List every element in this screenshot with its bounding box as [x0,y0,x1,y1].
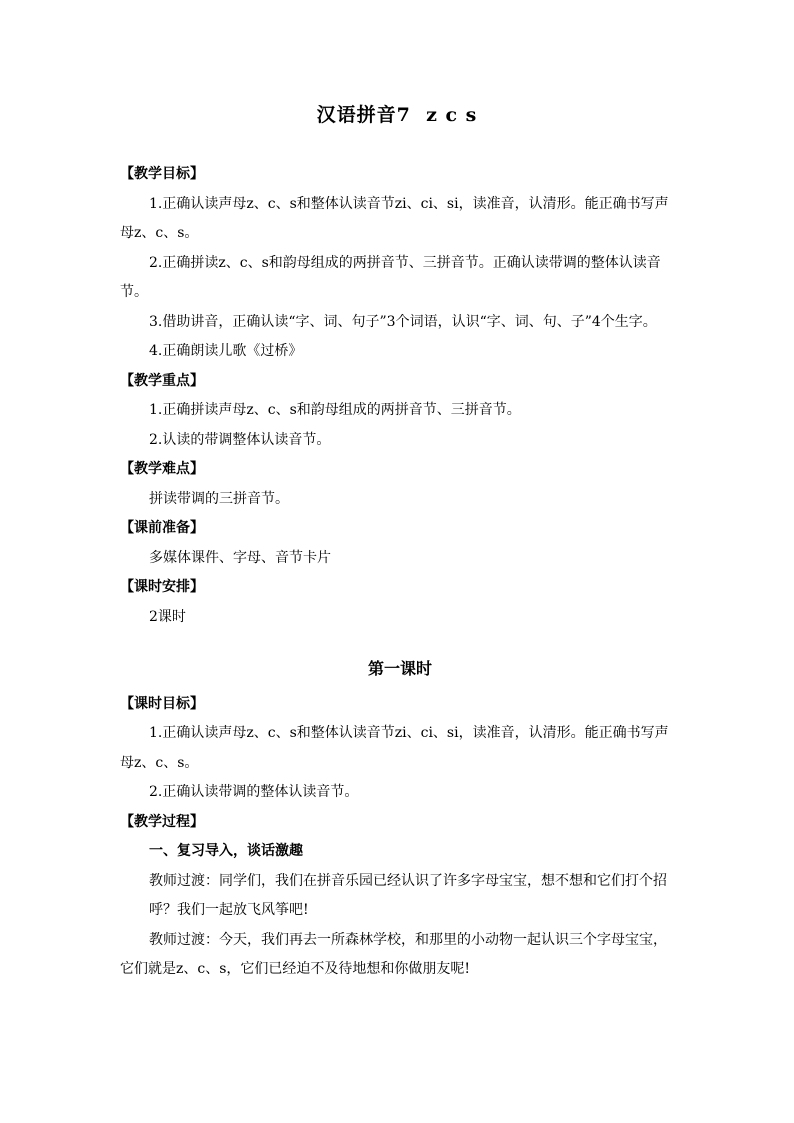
paragraph: 多媒体课件、字母、音节卡片 [149,549,331,566]
paragraph: 1.正确认读声母z、c、s和整体认读音节zi、ci、si，读准音，认清形。能正确书写声母z、c、s。 [120,195,669,241]
paragraph: 3.借助讲音，正确认读“字、词、句子”3个词语，认识“字、词、句、子”4个生字。 [149,313,657,330]
paragraph: 2.认读的带调整体认读音节。 [149,431,331,448]
paragraph: 1.正确拼读声母z、c、s和韵母组成的两拼音节、三拼音节。 [149,402,521,418]
lesson-title: 第一课时 [367,659,432,678]
section-heading-preparation: 【课前准备】 [120,520,204,536]
section-heading-difficulties: 【教学难点】 [120,461,204,477]
subsection-heading: 一、复习导入，谈话激趣 [149,843,303,859]
document-body [120,160,680,985]
paragraph: 2.正确认读带调的整体认读音节。 [149,784,359,800]
section-heading-key-points: 【教学重点】 [120,372,204,389]
section-heading-teaching-process: 【教学过程】 [120,813,204,830]
paragraph: 2课时 [149,608,186,625]
paragraph: 4.正确朗读儿歌《过桥》 [149,343,303,359]
paragraph: 拼读带调的三拼音节。 [149,490,289,507]
section-heading-teaching-goals: 【教学目标】 [120,166,204,182]
section-heading-lesson-goals: 【课时目标】 [120,695,204,712]
section-heading-schedule: 【课时安排】 [120,579,204,595]
document-title: 汉语拼音7 z c s [316,104,478,126]
paragraph: 教师过渡：今天，我们再去一所森林学校，和那里的小动物一起认识三个字母宝宝，它们就是z、c、s，它们已经迫不及待地想和你做朋友呢! [120,931,667,977]
paragraph: 2.正确拼读z、c、s和韵母组成的两拼音节、三拼音节。正确认读带调的整体认读音节。 [120,254,661,300]
paragraph: 教师过渡：同学们，我们在拼音乐园已经认识了许多字母宝宝，想不想和它们打个招呼？我们一起放飞风筝吧! [149,872,667,918]
paragraph: 1.正确认读声母z、c、s和整体认读音节zi、ci、si，读准音，认清形。能正确书写声母z、c、s。 [120,725,669,771]
